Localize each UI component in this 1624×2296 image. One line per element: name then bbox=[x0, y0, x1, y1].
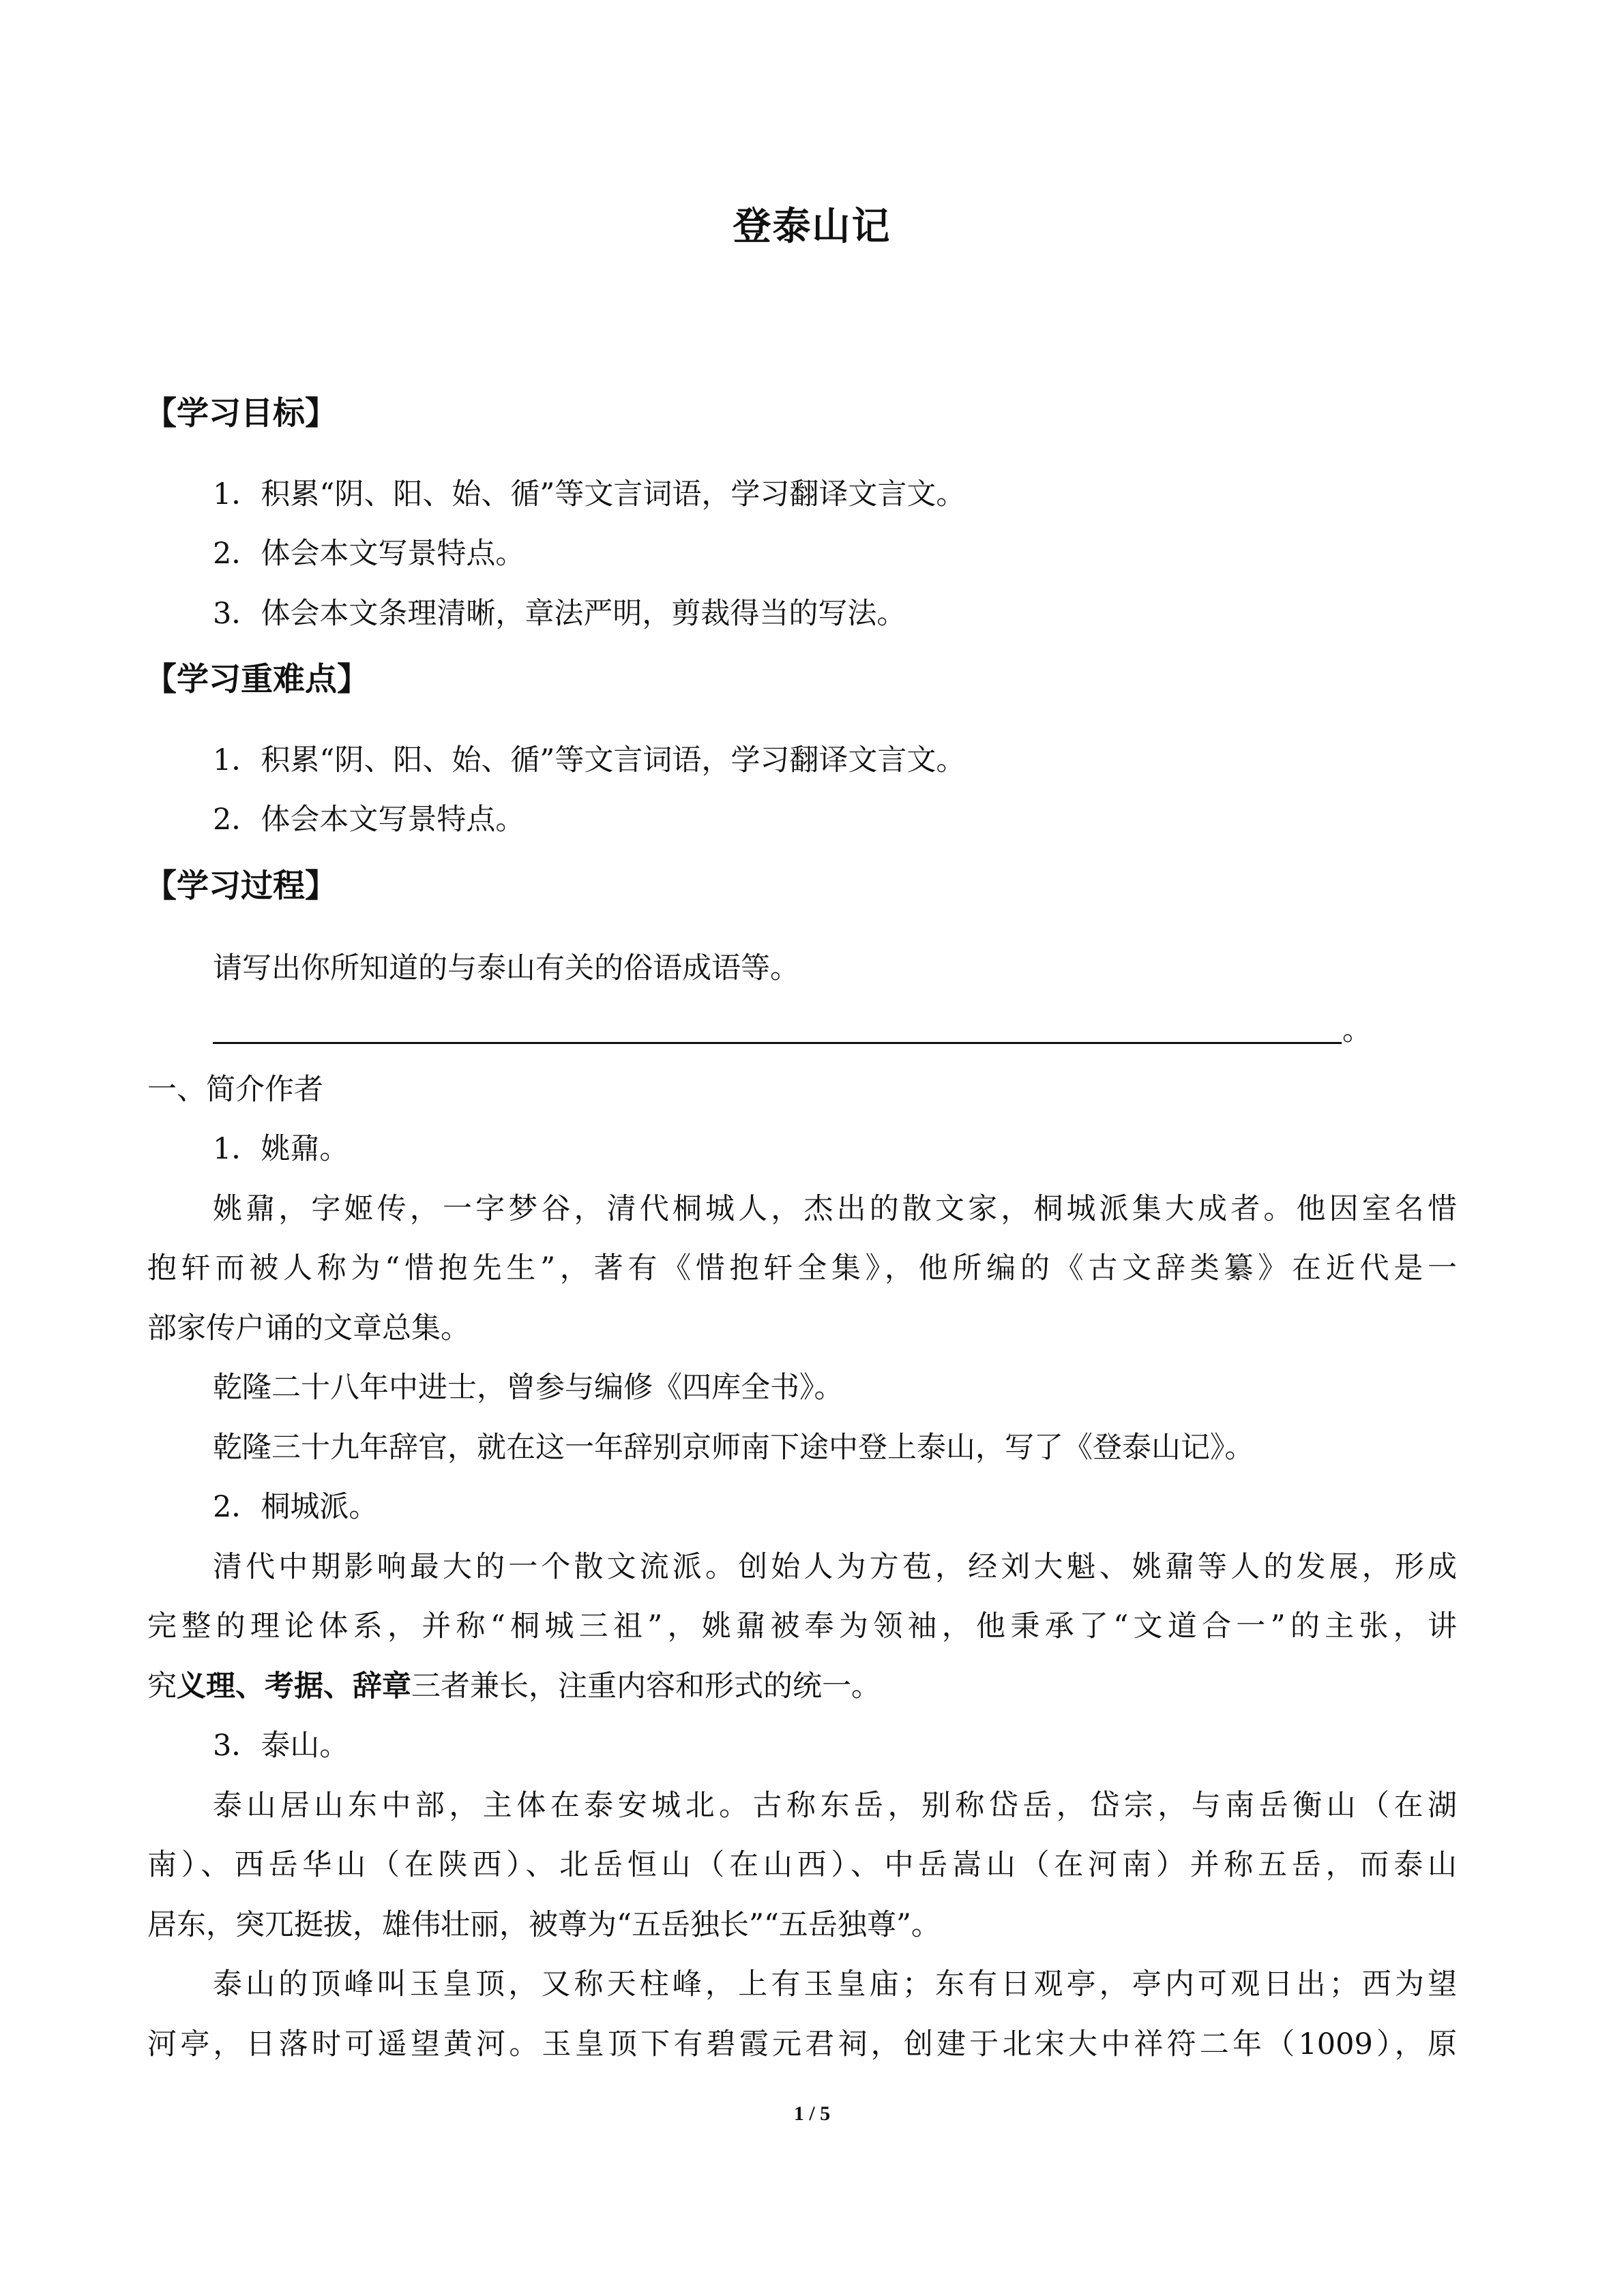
key-point-item: 1．积累“阴、阳、始、循”等文言词语，学习翻译文言文。 bbox=[213, 743, 966, 777]
goal-item: 2．体会本文写景特点。 bbox=[213, 537, 525, 571]
key-point-item: 2．体会本文写景特点。 bbox=[213, 803, 525, 837]
author-paragraph-line: 部家传户诵的文章总集。 bbox=[147, 1311, 470, 1345]
process-prompt: 请写出你所知道的与泰山有关的俗语成语等。 bbox=[213, 951, 799, 985]
mountain-paragraph-line: 居东，突兀挺拔，雄伟壮丽，被尊为“五岳独长”“五岳独尊”。 bbox=[147, 1908, 941, 1942]
answer-blank-line[interactable] bbox=[213, 1042, 1342, 1044]
author-heading: 1．姚鼐。 bbox=[213, 1132, 349, 1166]
school-paragraph-line: 清代中期影响最大的一个散文流派。创始人为方苞，经刘大魁、姚鼐等人的发展，形成 bbox=[213, 1550, 1457, 1584]
mountain-paragraph-2-line: 泰山的顶峰叫玉皇顶，又称天柱峰，上有玉皇庙；东有日观亭，亭内可观日出；西为望 bbox=[213, 1967, 1457, 2001]
school-heading: 2．桐城派。 bbox=[213, 1490, 379, 1524]
school-line-post: 三者兼长，注重内容和形式的统一。 bbox=[411, 1669, 881, 1703]
author-paragraph-line: 抱轩而被人称为“惜抱先生”，著有《惜抱轩全集》，他所编的《古文辞类纂》在近代是一 bbox=[147, 1251, 1457, 1285]
author-paragraph-line: 姚鼐，字姬传，一字梦谷，清代桐城人，杰出的散文家，桐城派集大成者。他因室名惜 bbox=[213, 1192, 1457, 1226]
school-paragraph-line bbox=[147, 1669, 1457, 1703]
mountain-paragraph-2-line: 河亭，日落时可遥望黄河。玉皇顶下有碧霞元君祠，创建于北宋大中祥符二年（1009），原 bbox=[147, 2027, 1457, 2061]
mountain-heading: 3．泰山。 bbox=[213, 1729, 349, 1763]
document-title: 登泰山记 bbox=[733, 205, 891, 249]
intro-heading: 一、简介作者 bbox=[147, 1073, 323, 1107]
author-paragraph-3: 乾隆三十九年辞官，就在这一年辞别京师南下途中登上泰山，写了《登泰山记》。 bbox=[213, 1431, 1254, 1465]
answer-end-mark: 。 bbox=[1342, 1013, 1372, 1047]
section-heading-process: 【学习过程】 bbox=[145, 867, 337, 905]
mountain-paragraph-line: 南）、西岳华山（在陕西）、北岳恒山（在山西）、中岳嵩山（在河南）并称五岳，而泰山 bbox=[147, 1848, 1457, 1882]
school-line-pre: 究 bbox=[147, 1669, 177, 1703]
page-number: 1 / 5 bbox=[793, 2102, 831, 2125]
goal-item: 1．积累“阴、阳、始、循”等文言词语，学习翻译文言文。 bbox=[213, 477, 966, 511]
section-heading-key-points: 【学习重难点】 bbox=[145, 661, 369, 698]
school-line-bold: 义理、考据、辞章 bbox=[177, 1669, 411, 1703]
mountain-paragraph-line: 泰山居山东中部，主体在泰安城北。古称东岳，别称岱岳，岱宗，与南岳衡山（在湖 bbox=[213, 1789, 1457, 1823]
school-paragraph-line: 完整的理论体系，并称“桐城三祖”，姚鼐被奉为领袖，他秉承了“文道合一”的主张，讲 bbox=[147, 1609, 1457, 1643]
goal-item: 3．体会本文条理清晰，章法严明，剪裁得当的写法。 bbox=[213, 597, 906, 631]
section-heading-goals: 【学习目标】 bbox=[145, 395, 337, 432]
author-paragraph-2: 乾隆二十八年中进士，曾参与编修《四库全书》。 bbox=[213, 1371, 844, 1405]
